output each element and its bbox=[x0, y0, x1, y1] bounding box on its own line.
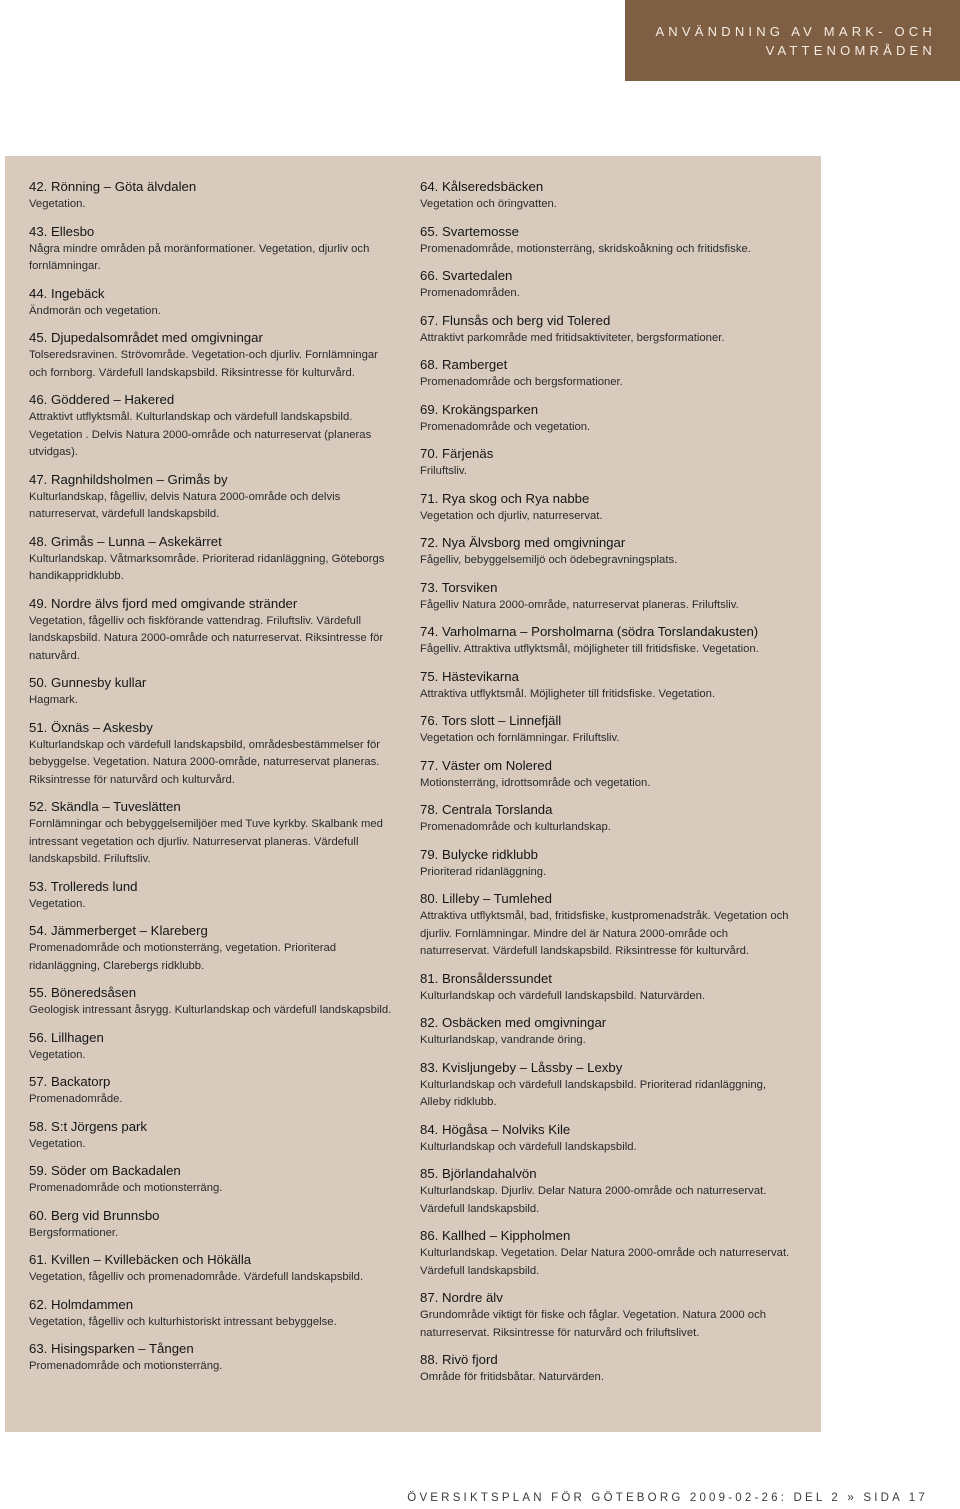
area-description: Promenadområde och kulturlandskap. bbox=[420, 821, 611, 833]
area-description: Hagmark. bbox=[29, 694, 78, 706]
area-description: Några mindre områden på moränformationer. Vegetation, djurliv och fornlämningar. bbox=[29, 242, 370, 272]
area-title: 46. Göddered – Hakered bbox=[29, 392, 175, 407]
section-title bbox=[655, 22, 936, 60]
area-title: 71. Rya skog och Rya nabbe bbox=[420, 490, 590, 506]
area-entry bbox=[420, 223, 798, 259]
area-entry bbox=[29, 1073, 397, 1109]
area-title: 49. Nordre älvs fjord med omgivande stränder bbox=[29, 595, 298, 611]
area-description: Attraktiva utflyktsmål. Möjligheter till fritidsfiske. Vegetation. bbox=[420, 687, 716, 700]
left-column bbox=[29, 178, 397, 1385]
area-title: 64. Kålseredsbäcken bbox=[420, 179, 544, 194]
area-description: Kulturlandskap. Vegetation. Delar Natura 2000-område och naturreservat. Värdefull landskapsbild. bbox=[420, 1247, 790, 1277]
area-entry bbox=[29, 178, 397, 214]
area-title: 83. Kvisljungeby – Låssby – Lexby bbox=[420, 1059, 623, 1075]
area-entry bbox=[420, 1121, 798, 1157]
area-description: Ändmorän och vegetation. bbox=[29, 304, 161, 317]
area-description: Fågelliv, bebyggelsemiljö och ödebegravningsplats. bbox=[420, 554, 678, 566]
area-title: 51. Öxnäs – Askesby bbox=[29, 719, 153, 735]
area-entry bbox=[29, 329, 397, 382]
area-entry bbox=[420, 712, 798, 748]
area-description: Attraktivt parkområde med fritidsaktiviteter, bergsformationer. bbox=[420, 331, 725, 344]
area-title: 56. Lillhagen bbox=[29, 1029, 104, 1045]
section-title-line-2: VATTENOMRÅDEN bbox=[765, 43, 936, 58]
area-title: 53. Trollereds lund bbox=[29, 878, 138, 894]
area-description: Motionsterräng, idrottsområde och vegetation. bbox=[420, 776, 651, 789]
section-title-line-1: ANVÄNDNING AV MARK- OCH bbox=[655, 24, 936, 39]
area-title: 63. Hisingsparken – Tången bbox=[29, 1341, 194, 1356]
area-title: 73. Torsviken bbox=[420, 579, 498, 595]
area-description: Promenadområde. bbox=[29, 1093, 123, 1105]
area-title: 75. Hästevikarna bbox=[420, 668, 519, 684]
area-description: Kulturlandskap och värdefull landskapsbild, områdesbestämmelser för bebyggelse. Vegetation. Natura 2000-område, naturreservat planeras. Riksintresse för naturvård och kulturvård. bbox=[29, 738, 381, 786]
area-description: Vegetation, fågelliv och promenadområde. Värdefull landskapsbild. bbox=[29, 1271, 364, 1283]
area-description: Promenadområde och vegetation. bbox=[420, 420, 591, 433]
area-entry bbox=[29, 595, 397, 666]
area-entry bbox=[420, 356, 798, 392]
area-title: 85. Björlandahalvön bbox=[420, 1166, 537, 1181]
area-title: 62. Holmdammen bbox=[29, 1296, 134, 1312]
area-description: Kulturlandskap och värdefull landskapsbild. Naturvärden. bbox=[420, 989, 706, 1002]
area-entry bbox=[29, 1029, 397, 1065]
area-entry bbox=[420, 579, 798, 615]
area-title: 67. Flunsås och berg vid Tolered bbox=[420, 312, 611, 328]
area-description: Geologisk intressant åsrygg. Kulturlandskap och värdefull landskapsbild. bbox=[29, 1004, 392, 1016]
area-title: 50. Gunnesby kullar bbox=[29, 675, 147, 690]
area-entry bbox=[420, 970, 798, 1006]
area-description: Promenadområde och motionsterräng, vegetation. Prioriterad ridanläggning, Clarebergs ridklubb. bbox=[29, 942, 337, 972]
area-title: 45. Djupedalsområdet med omgivningar bbox=[29, 330, 263, 345]
area-description: Vegetation, fågelliv och fiskförande vattendrag. Friluftsliv. Värdefull landskapsbild. Natura 2000-område och naturreservat. Riksintresse för naturvård. bbox=[29, 614, 384, 662]
area-description: Kulturlandskap. Djurliv. Delar Natura 2000-område och naturreservat. Värdefull landskapsbild. bbox=[420, 1185, 767, 1215]
area-title: 78. Centrala Torslanda bbox=[420, 802, 553, 817]
area-description: Attraktiva utflyktsmål, bad, fritidsfiske, kustpromenadstråk. Vegetation och djurliv. Fornlämningar. Mindre del är Natura 2000-område och naturreservat. Värdefull landskapsbild. Riksintresse för kulturvård. bbox=[420, 910, 789, 957]
area-title: 87. Nordre älv bbox=[420, 1290, 503, 1305]
area-entry bbox=[420, 1227, 798, 1280]
area-entry bbox=[29, 922, 397, 975]
area-description: Fågelliv Natura 2000-område, naturreservat planeras. Friluftsliv. bbox=[420, 598, 739, 611]
area-entry bbox=[29, 674, 397, 710]
area-entry bbox=[420, 1059, 798, 1112]
area-description: Vegetation och öringvatten. bbox=[420, 198, 557, 210]
area-entry bbox=[420, 1165, 798, 1218]
area-entry bbox=[29, 878, 397, 914]
area-title: 68. Ramberget bbox=[420, 357, 508, 372]
area-entry bbox=[420, 445, 798, 481]
area-description: Kulturlandskap, vandrande öring. bbox=[420, 1034, 586, 1046]
area-entry bbox=[420, 1289, 798, 1342]
area-title: 84. Högåsa – Nolviks Kile bbox=[420, 1121, 571, 1137]
area-entry bbox=[29, 533, 397, 586]
area-entry bbox=[29, 1162, 397, 1198]
area-entry bbox=[29, 1340, 397, 1376]
area-entry bbox=[420, 890, 798, 961]
area-title: 52. Skändla – Tuveslätten bbox=[29, 799, 181, 814]
area-entry bbox=[29, 984, 397, 1020]
area-description: Vegetation. bbox=[29, 897, 86, 910]
area-description: Promenadområde och bergsformationer. bbox=[420, 376, 623, 388]
area-entry bbox=[420, 801, 798, 837]
area-title: 69. Krokängsparken bbox=[420, 401, 539, 417]
area-title: 59. Söder om Backadalen bbox=[29, 1163, 181, 1178]
area-description: Vegetation, fågelliv och kulturhistoriskt intressant bebyggelse. bbox=[29, 1315, 337, 1328]
area-entry bbox=[29, 285, 397, 321]
area-entry bbox=[420, 312, 798, 348]
area-description: Bergsformationer. bbox=[29, 1226, 119, 1239]
area-title: 57. Backatorp bbox=[29, 1074, 111, 1089]
area-description: Prioriterad ridanläggning. bbox=[420, 865, 547, 878]
area-description: Kulturlandskap och värdefull landskapsbild. bbox=[420, 1140, 637, 1153]
area-entry bbox=[29, 719, 397, 790]
area-entry bbox=[420, 1014, 798, 1050]
area-description: Promenadområden. bbox=[420, 287, 520, 299]
area-title: 88. Rivö fjord bbox=[420, 1352, 498, 1367]
area-entry bbox=[420, 623, 798, 659]
area-entry bbox=[420, 846, 798, 882]
area-description: Vegetation. bbox=[29, 198, 86, 210]
area-entry bbox=[29, 223, 397, 276]
area-title: 66. Svartedalen bbox=[420, 268, 513, 283]
area-entry bbox=[420, 178, 798, 214]
area-description: Vegetation. bbox=[29, 1137, 86, 1150]
section-header bbox=[625, 0, 960, 81]
right-column bbox=[420, 178, 798, 1396]
area-description: Vegetation och fornlämningar. Friluftsliv. bbox=[420, 732, 620, 744]
area-entry bbox=[29, 1118, 397, 1154]
area-title: 55. Böneredsåsen bbox=[29, 985, 137, 1000]
area-title: 74. Varholmarna – Porsholmarna (södra Torslandakusten) bbox=[420, 624, 759, 639]
area-description: Promenadområde och motionsterräng. bbox=[29, 1182, 223, 1194]
area-description: Vegetation och djurliv, naturreservat. bbox=[420, 509, 603, 522]
area-entry bbox=[420, 401, 798, 437]
area-title: 43. Ellesbo bbox=[29, 223, 95, 239]
area-title: 65. Svartemosse bbox=[420, 223, 519, 239]
area-title: 42. Rönning – Göta älvdalen bbox=[29, 179, 197, 194]
area-title: 48. Grimås – Lunna – Askekärret bbox=[29, 533, 222, 549]
area-title: 44. Ingebäck bbox=[29, 285, 105, 301]
area-title: 60. Berg vid Brunnsbo bbox=[29, 1207, 160, 1223]
area-description: Promenadområde och motionsterräng. bbox=[29, 1360, 223, 1372]
area-entry bbox=[29, 798, 397, 869]
area-description: Kulturlandskap och värdefull landskapsbild. Prioriterad ridanläggning, Alleby ridklubb. bbox=[420, 1078, 767, 1108]
area-entry bbox=[420, 490, 798, 526]
area-entry bbox=[29, 1207, 397, 1243]
area-entry bbox=[29, 471, 397, 524]
area-entry bbox=[29, 1296, 397, 1332]
area-title: 58. S:t Jörgens park bbox=[29, 1118, 148, 1134]
page-footer: ÖVERSIKTSPLAN FÖR GÖTEBORG 2009-02-26: DEL 2 » SIDA 17 bbox=[407, 1492, 928, 1504]
area-title: 82. Osbäcken med omgivningar bbox=[420, 1015, 607, 1030]
area-title: 70. Färjenäs bbox=[420, 446, 494, 461]
area-description: Fågelliv. Attraktiva utflyktsmål, möjligheter till fritidsfiske. Vegetation. bbox=[420, 643, 759, 655]
area-description: Kulturlandskap, fågelliv, delvis Natura 2000-område och delvis naturreservat, värdefull landskapsbild. bbox=[29, 490, 341, 520]
area-entry bbox=[420, 267, 798, 303]
area-title: 54. Jämmerberget – Klareberg bbox=[29, 923, 208, 938]
area-description: Attraktivt utflyktsmål. Kulturlandskap och värdefull landskapsbild. Vegetation . Delvis Natura 2000-område och naturreservat (planeras utvidgas). bbox=[29, 411, 372, 458]
area-title: 81. Bronsålderssundet bbox=[420, 970, 552, 986]
area-entry bbox=[29, 1251, 397, 1287]
area-title: 80. Lilleby – Tumlehed bbox=[420, 891, 552, 906]
area-description: Kulturlandskap. Våtmarksområde. Prioriterad ridanläggning, Göteborgs handikappridklubb. bbox=[29, 552, 385, 582]
area-description: Friluftsliv. bbox=[420, 465, 467, 477]
area-entry bbox=[420, 1351, 798, 1387]
area-entry bbox=[420, 668, 798, 704]
area-title: 72. Nya Älvsborg med omgivningar bbox=[420, 535, 626, 550]
area-title: 77. Väster om Nolered bbox=[420, 757, 552, 773]
area-entry bbox=[29, 391, 397, 462]
area-description: Tolseredsravinen. Strövområde. Vegetation-och djurliv. Fornlämningar och fornborg. Värdefull landskapsbild. Riksintresse för kulturvård. bbox=[29, 349, 378, 379]
area-description: Promenadområde, motionsterräng, skridskoåkning och fritidsfiske. bbox=[420, 242, 751, 255]
area-title: 76. Tors slott – Linnefjäll bbox=[420, 713, 562, 728]
area-description: Grundområde viktigt för fiske och fåglar. Vegetation. Natura 2000 och naturreservat. Riksintresse för naturvård och friluftslivet. bbox=[420, 1309, 767, 1339]
area-entry bbox=[420, 534, 798, 570]
area-title: 61. Kvillen – Kvillebäcken och Hökälla bbox=[29, 1252, 252, 1267]
area-description: Fornlämningar och bebyggelsemiljöer med Tuve kyrkby. Skalbank med intressant vegetation och djurliv. Naturreservat planeras. Värdefull landskapsbild. Friluftsliv. bbox=[29, 818, 383, 865]
area-title: 86. Kallhed – Kippholmen bbox=[420, 1228, 571, 1243]
area-entry bbox=[420, 757, 798, 793]
area-title: 47. Ragnhildsholmen – Grimås by bbox=[29, 471, 228, 487]
area-description: Vegetation. bbox=[29, 1048, 86, 1061]
area-description: Område för fritidsbåtar. Naturvärden. bbox=[420, 1371, 604, 1383]
area-title: 79. Bulycke ridklubb bbox=[420, 846, 539, 862]
